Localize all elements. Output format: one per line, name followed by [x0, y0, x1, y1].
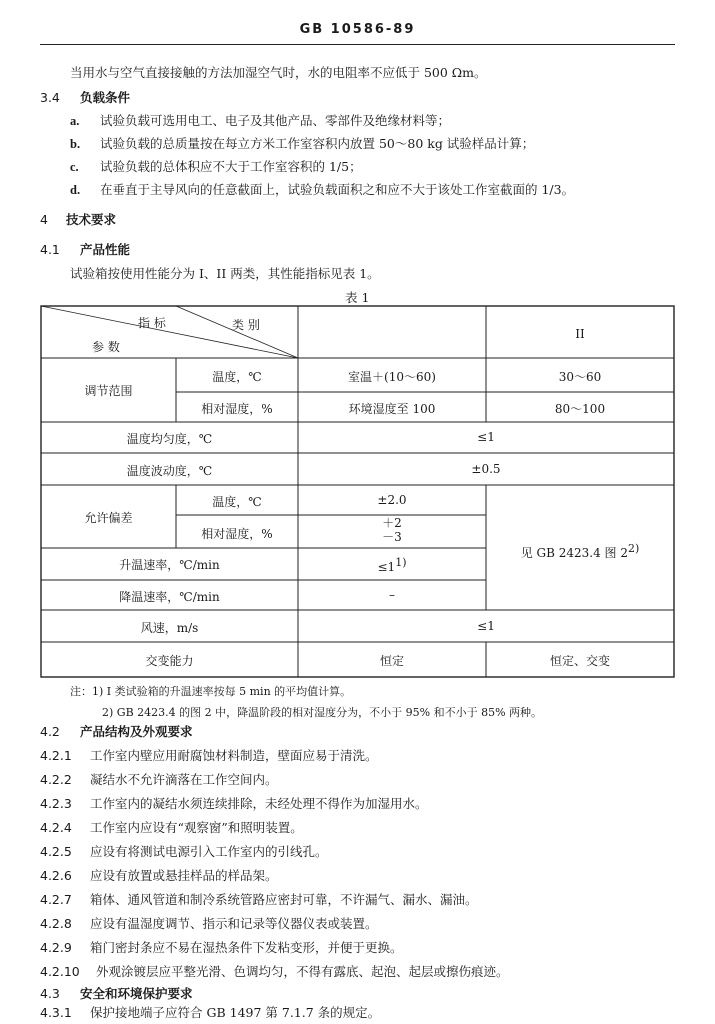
item-text: 应设有放置或悬挂样品的样品架。 [90, 868, 278, 883]
row-label-range-hum: 相对湿度，% [201, 402, 273, 416]
item-number: 4.2.9 [40, 940, 72, 955]
section-number: 4.1 [40, 242, 60, 257]
item-label: a. [70, 114, 80, 128]
table-header-col2: II [575, 327, 585, 341]
section-4-1-text: 试验箱按使用性能分为 I、II 两类，其性能指标见表 1。 [70, 266, 380, 281]
section-title: 负载条件 [79, 90, 130, 105]
item-text: 箱门密封条应不易在湿热条件下发粘变形，并便于更换。 [90, 940, 403, 955]
item-text: 凝结水不允许滴落在工作空间内。 [90, 772, 278, 787]
cell-deviation-temp: ±2.0 [377, 493, 407, 507]
row-label-rise-rate: 升温速率，℃/min [119, 558, 220, 572]
list-item [40, 962, 509, 980]
item-number: 4.2.7 [40, 892, 72, 907]
item-number: 4.2.4 [40, 820, 72, 835]
table-note-2: 2) GB 2423.4 的图 2 中，降温阶段的相对湿度分为，不小于 95% 和不小于 85% 两种。 [102, 706, 543, 719]
cell-alternation-2: 恒定、交变 [549, 654, 610, 668]
section-4-3-heading [40, 984, 193, 1002]
table-header-params: 参 数 [92, 340, 120, 354]
list-item [40, 794, 428, 812]
item-number: 4.2.1 [40, 748, 72, 763]
table-header-category: 类 别 [232, 318, 260, 332]
row-label-deviation-temp: 温度，℃ [212, 495, 262, 509]
section-number: 4.2 [40, 724, 60, 739]
item-text: 箱体、通风管道和制冷系统管路应密封可靠，不许漏气、漏水、漏油。 [90, 892, 478, 907]
deviation-hum-upper: ＋2 [382, 516, 402, 530]
list-item [40, 842, 328, 860]
item-text: 试验负载的总体积应不大于工作室容积的 1/5； [100, 159, 362, 174]
list-item [40, 746, 378, 764]
item-text: 工作室内壁应用耐腐蚀材料制造，壁面应易于清洗。 [90, 748, 378, 763]
reference-text: 见 GB 2423.4 图 2 [520, 546, 628, 560]
cell-range-hum-1: 环境湿度至 100 [348, 402, 436, 416]
row-label-range-temp: 温度，℃ [212, 370, 262, 384]
item-number: 4.2.2 [40, 772, 72, 787]
section-title: 安全和环境保护要求 [79, 986, 193, 1001]
item-text: 外观涂镀层应平整光滑、色调均匀，不得有露底、起泡、起层或擦伤痕迹。 [96, 964, 509, 979]
cell-uniformity: ≤1 [477, 430, 495, 444]
item-text: 应设有将测试电源引入工作室内的引线孔。 [90, 844, 328, 859]
list-item [40, 938, 403, 956]
item-text: 在垂直于主导风向的任意截面上，试验负载面积之和应不大于该处工作室截面的 1/3。 [100, 182, 575, 197]
item-number: 4.2.5 [40, 844, 72, 859]
list-item [40, 914, 378, 932]
cell-wind: ≤1 [477, 619, 495, 633]
table-note-1: 注：1) I 类试验箱的升温速率按每 5 min 的平均值计算。 [70, 685, 352, 698]
row-label-wind: 风速，m/s [140, 621, 199, 635]
section-number: 4 [40, 212, 48, 227]
row-label-fall-rate: 降温速率，℃/min [119, 590, 220, 604]
row-label-fluctuation: 温度波动度，℃ [126, 464, 213, 478]
cell-rise-rate [298, 556, 486, 574]
list-item [40, 818, 303, 836]
section-number: 3.4 [40, 90, 60, 105]
item-text: 试验负载的总质量按在每立方米工作室容积内放置 50～80 kg 试验样品计算； [100, 136, 535, 151]
section-title: 产品性能 [79, 242, 130, 257]
deviation-hum-lower: －3 [382, 530, 402, 544]
section-number: 4.3 [40, 986, 60, 1001]
item-label: b. [70, 137, 81, 151]
list-item [40, 1003, 380, 1021]
item-text: 应设有温湿度调节、指示和记录等仪器仪表或装置。 [90, 916, 378, 931]
document-header-code: GB 10586-89 [299, 22, 416, 37]
cell-range-hum-2: 80～100 [554, 402, 606, 416]
footnote-ref-2: 2) [628, 542, 640, 555]
cell-alternation-1: 恒定 [379, 654, 404, 668]
cell-reference-gb2423 [486, 542, 674, 561]
item-text: 工作室内的凝结水须连续排除，未经处理不得作为加湿用水。 [90, 796, 428, 811]
item-number: 4.3.1 [40, 1005, 72, 1020]
item-text: 工作室内应设有“观察窗”和照明装置。 [90, 820, 303, 835]
item-number: 4.2.10 [40, 964, 80, 979]
item-label: c. [70, 160, 79, 174]
table-caption: 表 1 [345, 290, 370, 305]
section-title: 技术要求 [65, 212, 116, 227]
row-label-deviation: 允许偏差 [84, 511, 133, 525]
row-label-deviation-hum: 相对湿度，% [201, 527, 273, 541]
row-label-uniformity: 温度均匀度，℃ [126, 432, 213, 446]
cell-fluctuation: ±0.5 [471, 462, 501, 476]
item-text: 试验负载可选用电工、电子及其他产品、零部件及绝缘材料等； [100, 113, 451, 128]
cell-range-temp-2: 30～60 [558, 370, 602, 384]
item-number: 4.2.8 [40, 916, 72, 931]
row-label-range: 调节范围 [84, 384, 133, 398]
rise-rate-value: ≤1 [377, 560, 396, 574]
cell-deviation-hum [298, 516, 486, 544]
list-item [40, 890, 478, 908]
section-4-2-heading [40, 722, 193, 740]
section-title: 产品结构及外观要求 [79, 724, 193, 739]
list-item [40, 770, 278, 788]
item-label: d. [70, 183, 81, 197]
item-number: 4.2.3 [40, 796, 72, 811]
cell-fall-rate: – [389, 588, 395, 602]
item-number: 4.2.6 [40, 868, 72, 883]
intro-paragraph: 当用水与空气直接接触的方法加湿空气时，水的电阻率不应低于 500 Ωm。 [70, 65, 487, 80]
footnote-ref-1: 1) [395, 556, 407, 569]
list-item [40, 866, 278, 884]
row-label-alternation: 交变能力 [145, 654, 194, 668]
cell-range-temp-1: 室温＋(10～60) [348, 370, 436, 384]
table-header-index: 指 标 [138, 316, 166, 330]
item-text: 保护接地端子应符合 GB 1497 第 7.1.7 条的规定。 [90, 1005, 381, 1020]
